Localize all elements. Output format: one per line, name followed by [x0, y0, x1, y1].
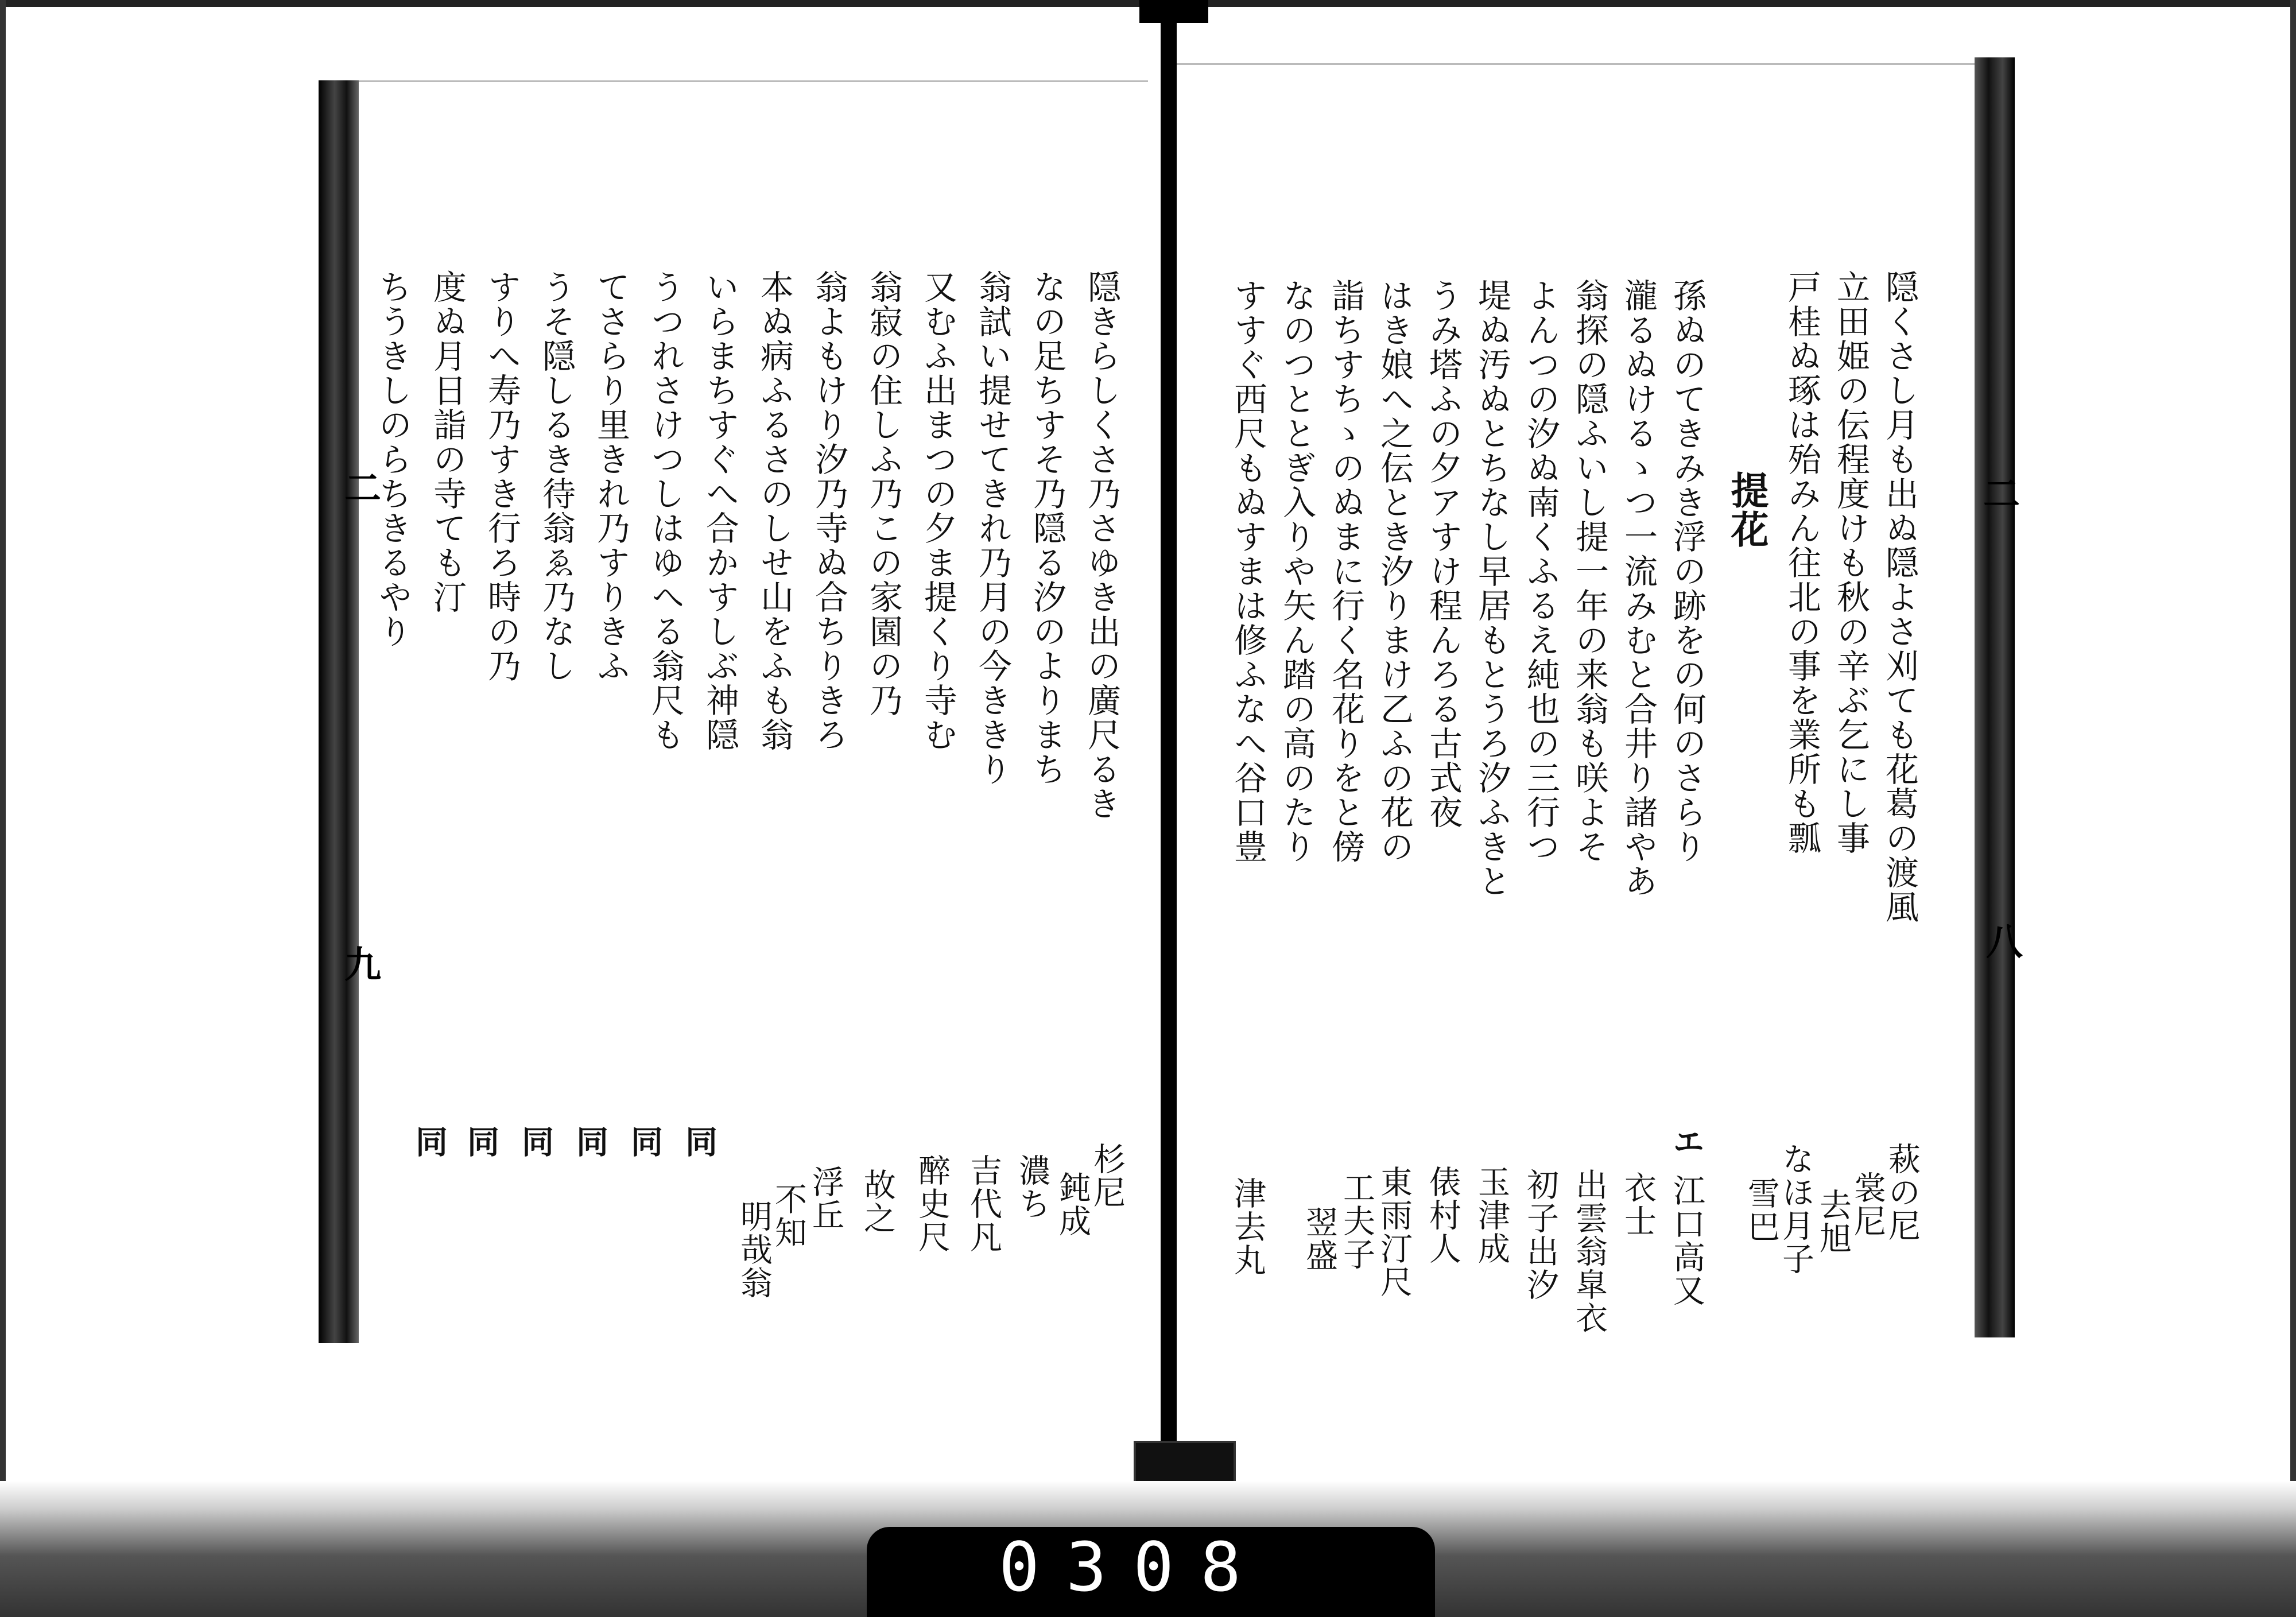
right-body-column: 堤ぬ汚ぬとちなし早居もとうろ汐ふきと [1472, 278, 1511, 898]
left-body-column: うそ隠しるき待翁ゑ乃なし [537, 270, 576, 683]
author-name: 俵村人 [1424, 1165, 1461, 1265]
author-name: 鈍成 [1054, 1171, 1091, 1238]
left-folio-lower: 九 [344, 944, 381, 987]
author-name: 醉史尺 [913, 1154, 951, 1254]
right-folio-upper: 二 [1983, 473, 2020, 516]
author-name: 東雨汀尺 [1375, 1165, 1413, 1298]
right-folio-lower: 八 [1986, 921, 2023, 964]
right-body-column: 詣ちすちゝのぬまに行く名花りをと傍 [1326, 278, 1365, 864]
left-body-column: 度ぬ月日詣の寺ても汀 [428, 270, 467, 614]
left-body-column: 隠きらしくさ乃さゆき出の廣尺るき [1082, 270, 1121, 821]
left-body-column: 翁試い提せてきれ乃月の今ききり [973, 270, 1012, 786]
section-title: 提花 [1724, 471, 1769, 549]
right-body-column: 翁探の隠ふいし提一年の来翁も咲よそ [1570, 278, 1609, 864]
left-body-column: 本ぬ病ふるさのしせ山をふも翁 [755, 270, 794, 752]
author-name: 翌盛 [1301, 1205, 1338, 1272]
ditto-mark: 同 [680, 1125, 718, 1158]
author-name: 出雲翁皐衣 [1570, 1168, 1608, 1335]
ditto-mark: 同 [571, 1125, 609, 1158]
author-name: 玉津成 [1473, 1165, 1510, 1265]
ditto-mark: 同 [410, 1125, 448, 1158]
right-body-column: 戸桂ぬ琢は殆みん往北の事を業所も瓢 [1782, 270, 1821, 855]
left-folio-upper: 二 [344, 467, 381, 510]
book-gutter [1161, 0, 1177, 1469]
right-body-column: 立田姫の伝程度けも秋の辛ぶ乞にし事 [1831, 270, 1870, 855]
left-body-column: ちうきしのらちきるやり [373, 270, 412, 649]
scan-frame-right [2290, 0, 2296, 1617]
author-name: 初子出汐 [1522, 1168, 1559, 1301]
author-name: 不知 [770, 1182, 807, 1249]
right-body-column: 瀧るぬけるゝつ一流みむと合井り諸やあ [1619, 278, 1658, 898]
right-body-column: 隠くさし月も出ぬ隠よさ刈ても花葛の渡風 [1880, 270, 1919, 924]
author-name: 吉代凡 [965, 1154, 1002, 1254]
left-body-column: てさらり里きれ乃すりきふ [591, 270, 630, 683]
film-frame-number: 0308 [999, 1527, 1268, 1607]
left-body-column: 又むふ出まつの夕ま提くり寺む [918, 270, 957, 752]
right-body-column: はき娘へ之伝とき汐りまけ乙ふの花の [1375, 278, 1414, 864]
right-body-column: すすぐ西尺もぬすまは修ふなへ谷口豊 [1228, 278, 1267, 864]
author-name: 浮丘 [807, 1165, 844, 1232]
left-body-column: 翁よもけり汐乃寺ぬ合ちりきろ [809, 270, 848, 752]
right-body-column: うみ塔ふの夕アすけ程んろる古式夜 [1424, 278, 1463, 829]
author-name: 津去丸 [1229, 1177, 1266, 1277]
left-body-column: うつれさけつしはゆへる翁尺も [646, 270, 685, 752]
author-name: 裳尼 [1849, 1171, 1886, 1238]
left-body-column: いらまちすぐへ合かすしぶ神隠 [700, 270, 739, 752]
left-body-column: なの足ちすそ乃隠る汐のよりまち [1027, 270, 1066, 786]
right-body-column: なのつととぎ入りや矢ん踏の高のたり [1277, 278, 1316, 864]
entry-mark: エ [1667, 1125, 1705, 1158]
author-name: 工夫子 [1338, 1171, 1375, 1271]
author-name: 衣士 [1619, 1171, 1657, 1238]
scan-frame-left [0, 0, 6, 1617]
author-name: 明哉翁 [735, 1200, 773, 1300]
right-body-column: よんつの汐ぬ南くふるえ純也の三行つ [1521, 278, 1560, 864]
ditto-mark: 同 [517, 1125, 554, 1158]
author-name: なほ月子 [1777, 1142, 1814, 1275]
author-name: 杉尼 [1088, 1142, 1126, 1209]
right-page-edge [1975, 57, 2015, 1337]
ditto-mark: 同 [626, 1125, 664, 1158]
author-name: 江口高又 [1668, 1174, 1705, 1307]
left-page-edge [319, 80, 359, 1343]
right-body-column: 孫ぬのてきみき浮の跡をの何のさらり [1667, 278, 1707, 864]
author-name: 濃ち [1014, 1154, 1051, 1220]
author-name: 雪巴 [1743, 1177, 1780, 1243]
ditto-mark: 同 [462, 1125, 500, 1158]
author-name: 去旭 [1814, 1188, 1852, 1255]
left-body-column: 翁寂の住しふ乃この家園の乃 [864, 270, 903, 718]
author-name: 故之 [859, 1168, 896, 1235]
left-body-column: すりへ寿乃すき行ろ時の乃 [482, 270, 521, 683]
author-name: 萩の尼 [1883, 1142, 1921, 1242]
